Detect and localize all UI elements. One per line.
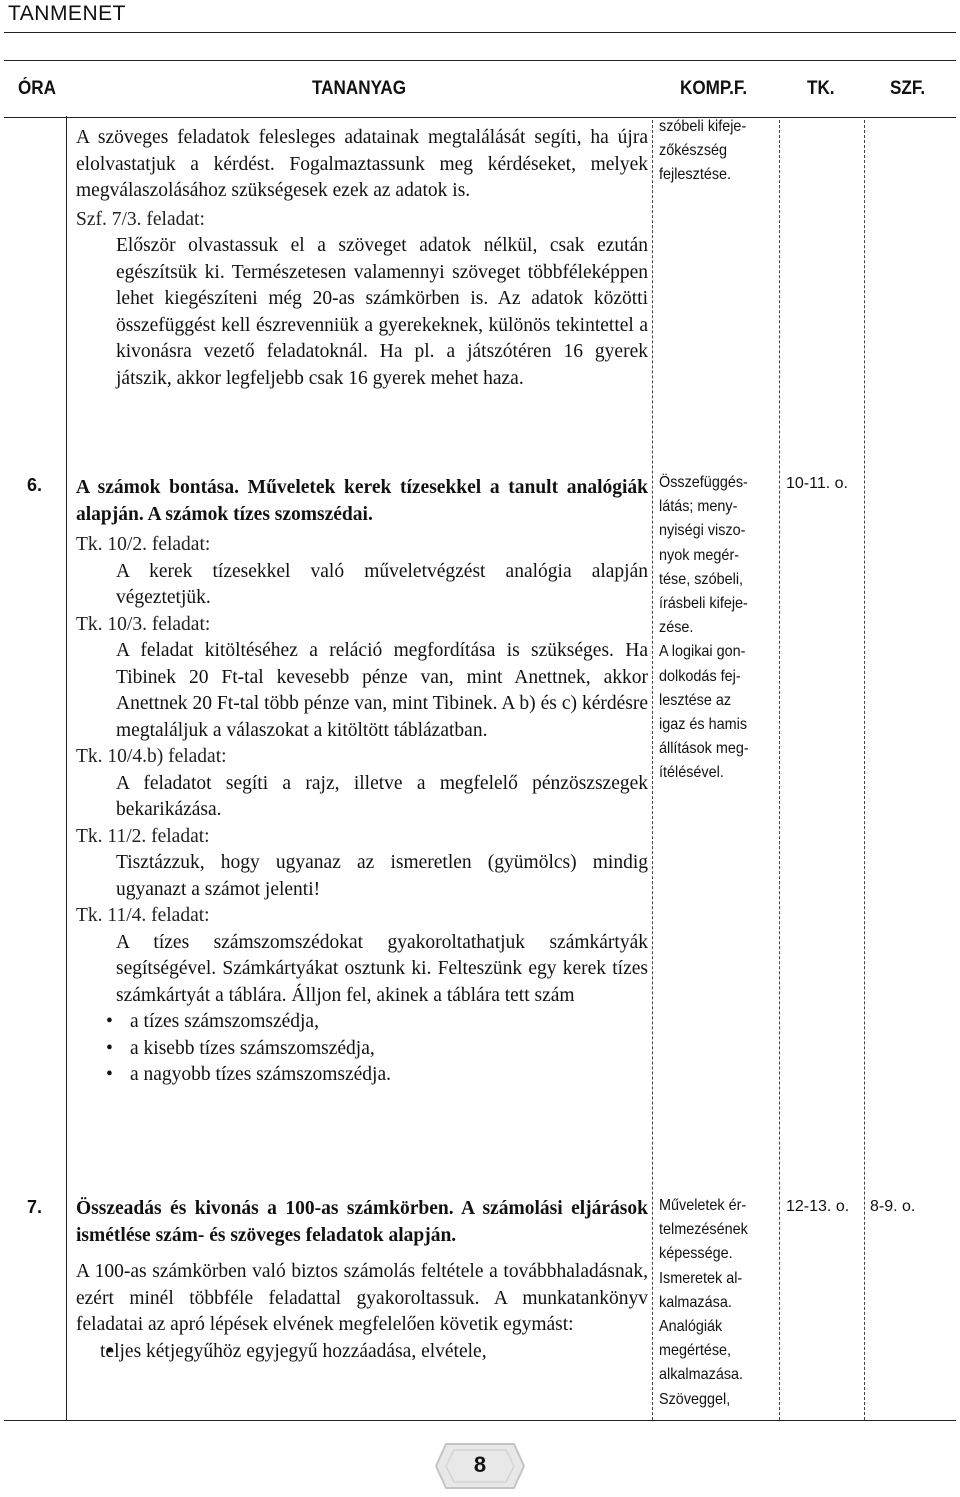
bullet-item: • a nagyobb tízes számszomszédja.: [76, 1062, 648, 1089]
lesson-number: 7.: [27, 1197, 43, 1217]
competence-cell: [659, 115, 767, 188]
competence-line: dolkodás fej-: [659, 667, 741, 685]
paragraph: A tízes számszomszédokat gyakoroltathatjuk számkártyák segítségével. Számkártyákat osztunk ki. Felteszünk egy kerek tízes számkártyát a táblára. Álljon fel, akinek a táblára tett szám: [116, 931, 648, 1006]
exercise-ref: Tk. 10/4.b) feladat:: [76, 746, 227, 767]
exercise-ref: Tk. 10/2. feladat:: [76, 534, 211, 555]
exercise-ref: Tk. 11/2. feladat:: [76, 825, 210, 847]
col-ora: ÓRA: [18, 78, 57, 99]
competence-line: Műveletek ér-: [659, 1197, 747, 1214]
competence-line: állítások meg-: [659, 740, 749, 758]
paragraph: A 100-as számkörben való biztos számolás feltétele a továbbhaladásnak, ezért minél többféle feladattal gyakoroltassuk. A munkatankönyv feladatai az apró lépések elvének megfelelően követik egymást:: [76, 1261, 648, 1335]
competence-line: megértése,: [659, 1342, 732, 1360]
column-divider: [864, 120, 865, 1420]
lesson-content: [76, 475, 648, 1089]
page-number: 8: [473, 1452, 487, 1477]
competence-line: tése, szóbeli,: [659, 570, 744, 588]
exercise-ref: Tk. 10/3. feladat:: [76, 613, 211, 635]
col-tk: TK.: [807, 78, 835, 99]
continuation-text: [76, 125, 648, 392]
competence-line: nyok megér-: [659, 546, 740, 564]
competence-line: igaz és hamis: [659, 716, 748, 734]
szf-pages: 8-9. o.: [870, 1198, 916, 1215]
competence-line: zése.: [659, 619, 694, 637]
paragraph: A feladat kitöltéséhez a reláció megfordítása is szükséges. Ha Tibinek 20 Ft-tal kevesebb pénze van, mint Anettnek, akkor Anettnek 20 Ft-tal több pénze van, mint Tibinek. A b) és c) kérdésre megtaláljuk a válaszokat a kitöltött táblázatban.: [116, 640, 648, 741]
col-komp: KOMP.F.: [680, 78, 748, 99]
table-bottom-rule: [4, 1420, 956, 1421]
competence-line: Analógiák: [659, 1318, 723, 1336]
paragraph: Tisztázzuk, hogy ugyanaz az ismeretlen (gyümölcs) mindig ugyanazt a számot jelenti!: [116, 852, 648, 900]
competence-line: lesztése az: [659, 691, 732, 709]
header-rule: [4, 32, 956, 33]
competence-line: szóbeli kifeje-: [659, 118, 747, 135]
exercise-ref: Szf. 7/3. feladat:: [76, 208, 205, 230]
col-tananyag: TANANYAG: [312, 78, 407, 99]
lesson-content: [76, 1196, 648, 1365]
competence-line: fejlesztése.: [659, 166, 732, 184]
competence-line: A logikai gon-: [659, 643, 746, 661]
competence-line: látás; meny-: [659, 498, 738, 516]
lesson-title: Összeadás és kivonás a 100-as számkörben. A számolási eljárások ismétlése szám- és szöveges feladatok alapján.: [76, 1198, 648, 1246]
competence-cell: [659, 1194, 767, 1412]
document-header: TANMENET: [8, 2, 126, 25]
bullet-item: • a tízes számszomszédja,: [76, 1009, 648, 1036]
bullet-item: • teljes kétjegyűhöz egyjegyű hozzáadása, elvétele,: [76, 1339, 648, 1366]
column-divider: [652, 120, 653, 1420]
page-number-badge: [432, 1440, 528, 1492]
competence-line: képessége.: [659, 1245, 733, 1263]
competence-line: telmezésének: [659, 1221, 748, 1239]
bullet-item: • a kisebb tízes számszomszédja,: [76, 1036, 648, 1063]
tk-pages: 10-11. o.: [786, 475, 848, 492]
competence-line: Szöveggel,: [659, 1390, 731, 1408]
col-szf: SZF.: [890, 78, 926, 99]
tk-pages: 12-13. o.: [786, 1198, 850, 1215]
competence-line: Összefüggés-: [659, 474, 748, 491]
paragraph: A feladatot segíti a rajz, illetve a megfelelő pénzöszszegek bekarikázása.: [116, 772, 648, 820]
lesson-title: A számok bontása. Műveletek kerek tízesekkel a tanult analógiák alapján. A számok tízes szomszédai.: [76, 477, 648, 525]
competence-line: ítélésével.: [659, 764, 724, 782]
table-header: [4, 60, 956, 118]
column-divider: [66, 116, 67, 1420]
competence-line: kalmazása.: [659, 1293, 732, 1311]
competence-line: nyiségi viszo-: [659, 522, 746, 540]
competence-line: zőkészség: [659, 142, 728, 160]
lesson-number: 6.: [27, 475, 43, 495]
paragraph: Először olvastassuk el a szöveget adatok nélkül, csak ezután egészítsük ki. Természetesen valamennyi szöveget többféleképpen lehet kiegészíteni még 20-as számkörben is. Az adatok közötti összefüggést kell észrevenniük a gyerekeknek, különös tekintettel a kivonásra vezető feladatoknál. Ha pl. a játszótéren 16 gyerek játszik, akkor legfeljebb csak 16 gyerek mehet haza.: [116, 235, 648, 389]
competence-line: alkalmazása.: [659, 1366, 744, 1384]
paragraph: A szöveges feladatok felesleges adatainak megtalálását segíti, ha újra elolvastatjuk a kérdést. Fogalmaztassunk meg kérdéseket, melyek megválaszolásához szükségesek ezek az adatok is.: [76, 127, 648, 201]
exercise-ref: Tk. 11/4. feladat:: [76, 905, 210, 926]
competence-line: Ismeretek al-: [659, 1269, 743, 1287]
paragraph: A kerek tízesekkel való műveletvégzést analógia alapján végeztetjük.: [116, 560, 648, 608]
competence-line: írásbeli kifeje-: [659, 595, 748, 613]
column-divider: [779, 120, 780, 1420]
competence-cell: [659, 471, 767, 786]
